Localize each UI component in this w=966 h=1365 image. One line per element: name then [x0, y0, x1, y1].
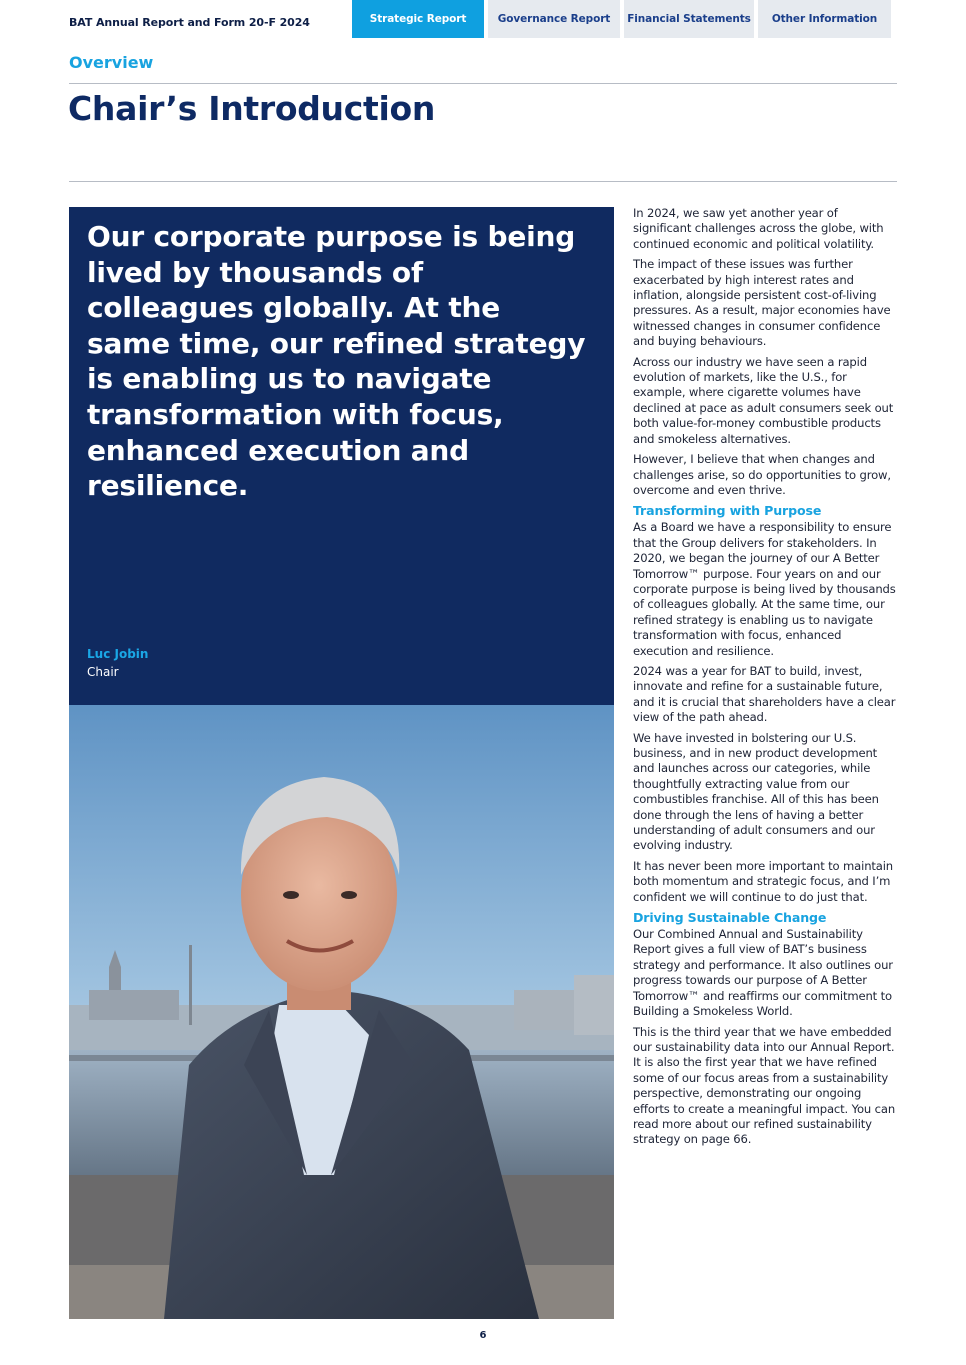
- section-label: Overview: [69, 53, 154, 72]
- body-paragraph: 2024 was a year for BAT to build, invest, innovate and refine for a sustainable future, and it is crucial that shareholders have a clear view of the path ahead.: [633, 663, 896, 725]
- body-paragraph: We have invested in bolstering our U.S. business, and in new product development and launches across our categories, while thoughtfully extracting value from our combustibles franchise. All of this has been done through the lens of having a better understanding of adult consumers and our evolving industry.: [633, 730, 879, 853]
- body-text-column: [633, 206, 899, 1153]
- document-title: BAT Annual Report and Form 20-F 2024: [69, 16, 310, 29]
- quote-author-role: Chair: [87, 665, 119, 679]
- pull-quote-panel: [69, 207, 614, 705]
- tab-strategic-report[interactable]: Strategic Report: [352, 0, 484, 38]
- page-title: Chair’s Introduction: [68, 89, 436, 128]
- body-paragraph: As a Board we have a responsibility to ensure that the Group delivers for stakeholders. In 2020, we began the journey of our A Better Tomorrow™ purpose. Four years on and our corporate purpose is being lived by thousands of colleagues globally. At the same time, our refined strategy is enabling us to navigate transformation with focus, enhanced execution and resilience.: [633, 520, 896, 658]
- body-paragraph: Across our industry we have seen a rapid evolution of markets, like the U.S., for example, where cigarette volumes have declined at pace as adult consumers seek out both value-for-money combustible products and smokeless alternatives.: [633, 354, 894, 446]
- tab-governance-report[interactable]: Governance Report: [488, 0, 620, 38]
- body-paragraph: In 2024, we saw yet another year of significant challenges across the globe, with continued economic and political volatility.: [633, 206, 884, 251]
- section-tabs: [352, 0, 891, 38]
- body-paragraph: However, I believe that when changes and challenges arise, so do opportunities to grow, overcome and even thrive.: [633, 452, 891, 497]
- pull-quote-text: Our corporate purpose is being lived by thousands of colleagues globally. At the same time, our refined strategy is enabling us to navigate transformation with focus, enhanced execution and resilience.: [87, 220, 586, 503]
- subheading-driving-sustainable-change: Driving Sustainable Change: [633, 910, 827, 926]
- body-paragraph: The impact of these issues was further exacerbated by high interest rates and inflation, alongside persistent cost-of-living pressures. As a result, major economies have witnessed changes in consumer confidence and buying behaviours.: [633, 257, 891, 349]
- divider-bottom: [69, 181, 897, 182]
- tab-other-information[interactable]: Other Information: [758, 0, 891, 38]
- quote-author-name: Luc Jobin: [87, 647, 149, 661]
- body-paragraph: Our Combined Annual and Sustainability Report gives a full view of BAT’s business strategy and performance. It also outlines our progress towards our purpose of A Better Tomorrow™ and reaffirms our commitment to Building a Smokeless World.: [633, 927, 893, 1019]
- divider-top: [69, 83, 897, 84]
- body-paragraph: This is the third year that we have embedded our sustainability data into our Annual Report. It is also the first year that we have refined some of our focus areas from a sustainability perspective, demonstrating our ongoing efforts to create a meaningful impact. You can read more about our refined sustainability strategy on page 66.: [633, 1024, 896, 1147]
- body-paragraph: It has never been more important to maintain both momentum and strategic focus, and I’m confident we will continue to do just that.: [633, 858, 894, 904]
- subheading-transforming-with-purpose: Transforming with Purpose: [633, 503, 822, 519]
- page-number: 6: [479, 1330, 487, 1341]
- tab-financial-statements[interactable]: Financial Statements: [624, 0, 754, 38]
- chair-portrait-photo: [69, 705, 614, 1319]
